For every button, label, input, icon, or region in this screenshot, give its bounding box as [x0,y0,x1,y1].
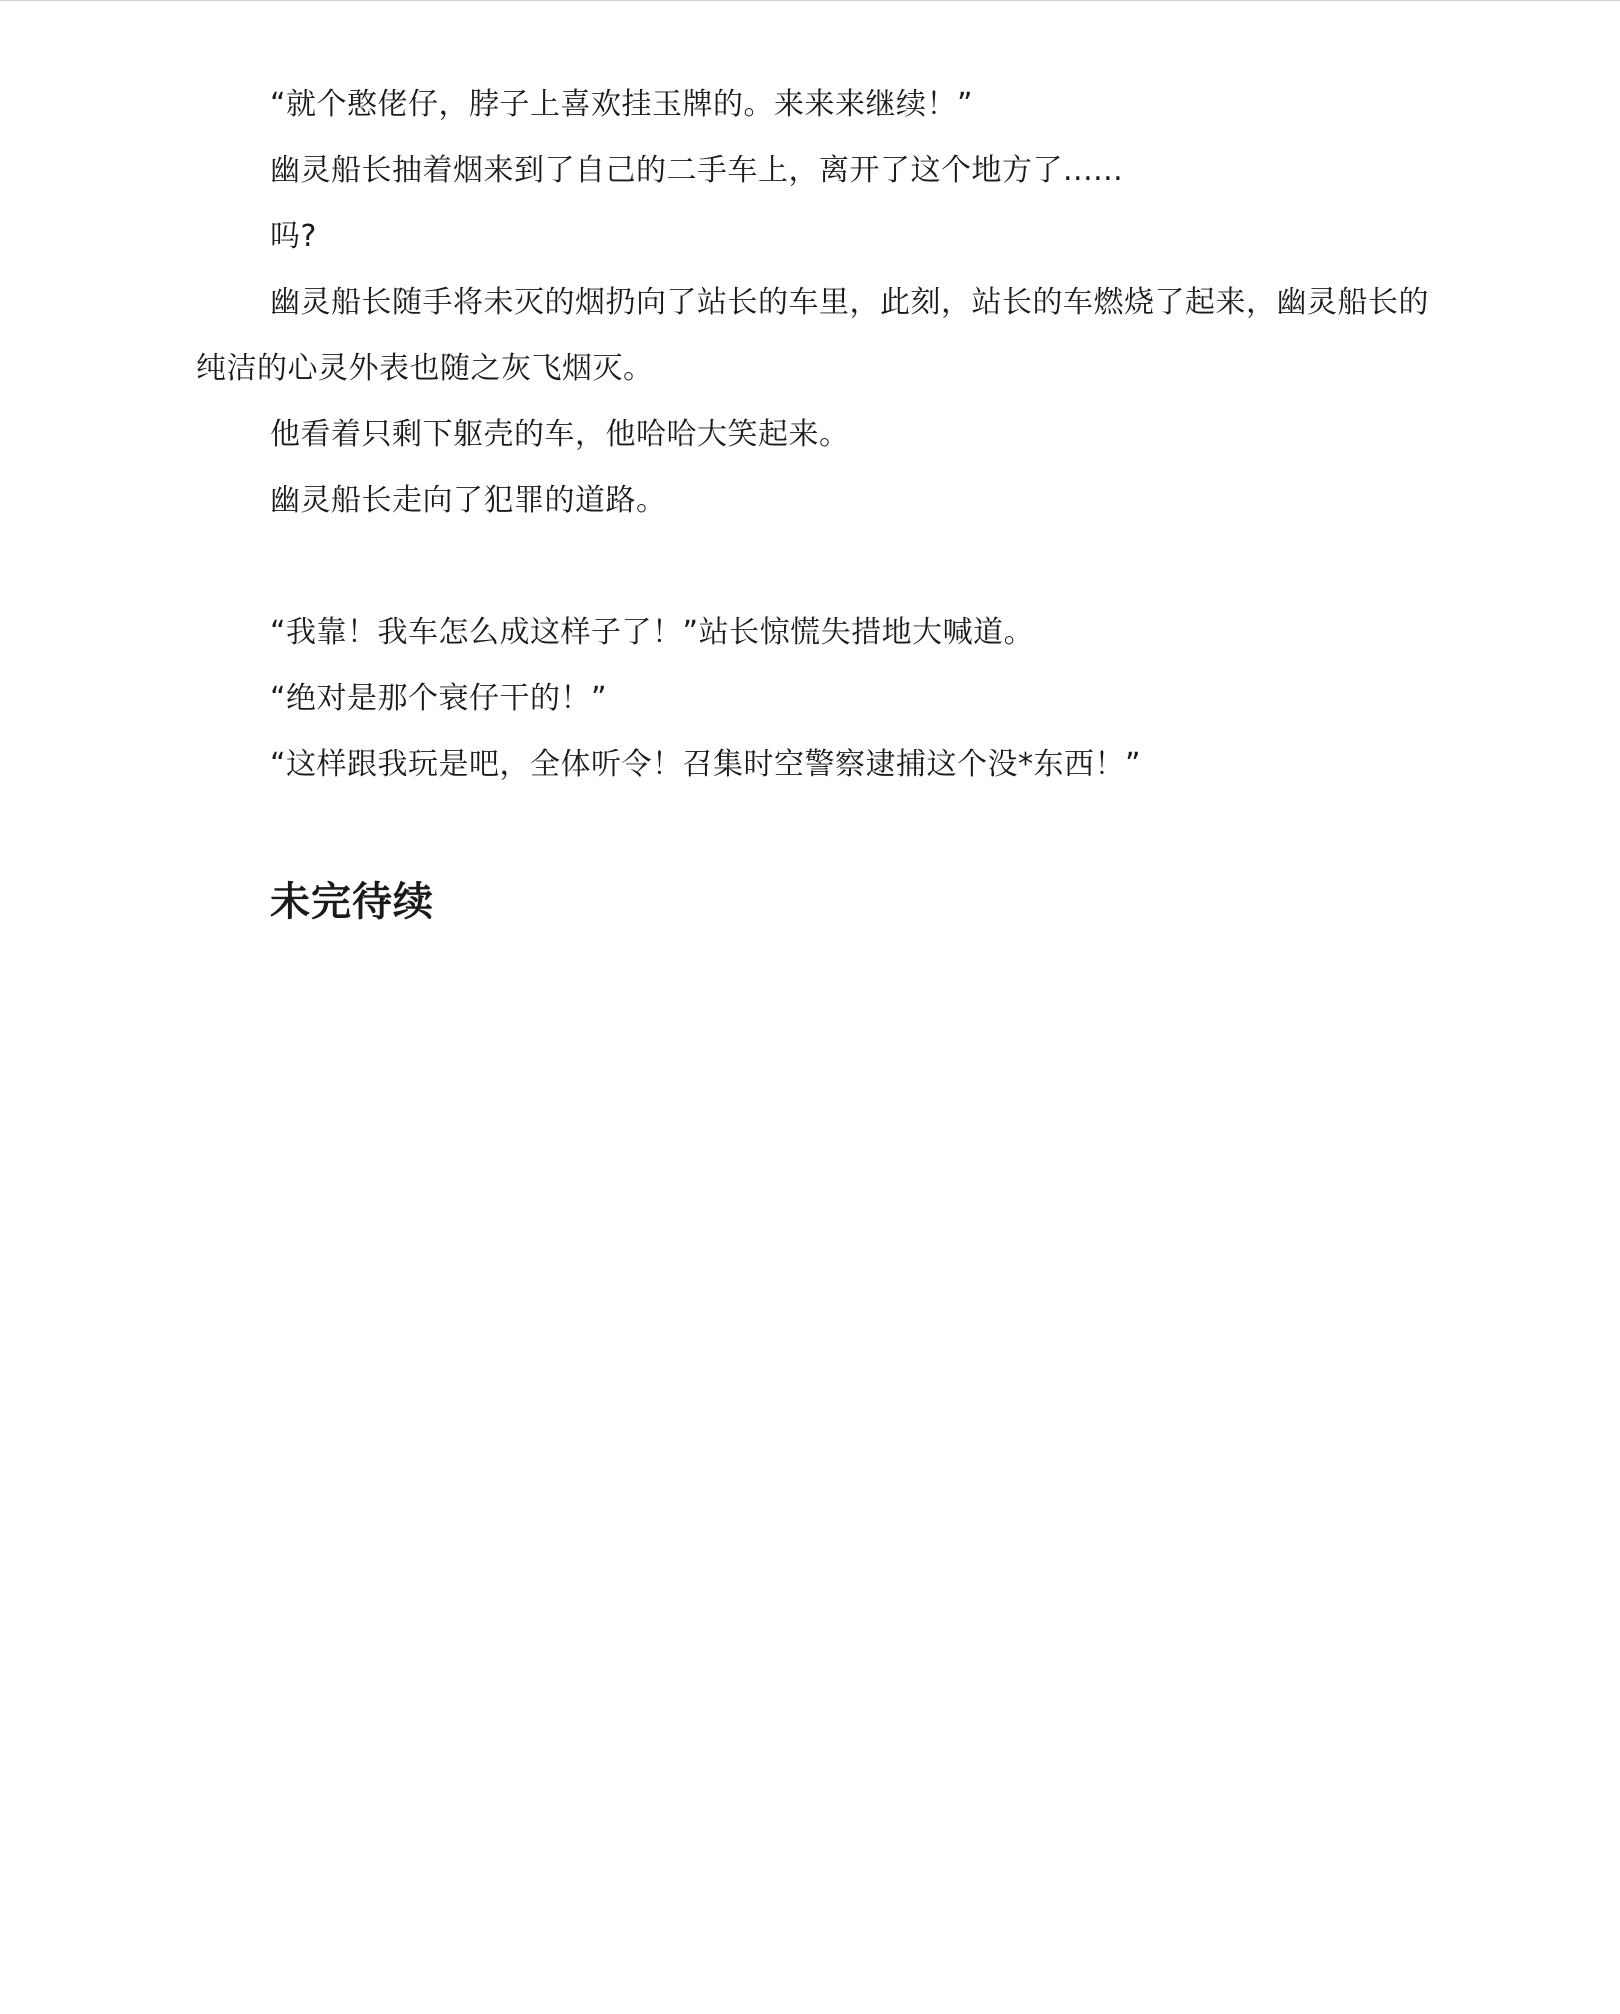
paragraph-2: 幽灵船长抽着烟来到了自己的二手车上，离开了这个地方了...... [270,153,1124,188]
paragraph-3: 吗? [270,219,317,254]
paragraph-4: 幽灵船长随手将未灭的烟扔向了站长的车里，此刻，站长的车燃烧了起来，幽灵船长的纯洁的心灵外表也随之灰飞烟灭。 [196,285,1429,386]
paragraph-1: “就个憨佬仔，脖子上喜欢挂玉牌的。来来来继续！” [270,87,974,122]
paragraph-5: 他看着只剩下躯壳的车，他哈哈大笑起来。 [270,417,850,452]
paragraph-9: “这样跟我玩是吧，全体听令！召集时空警察逮捕这个没*东西！” [270,747,1142,782]
paragraph-7: “我靠！我车怎么成这样子了！”站长惊慌失措地大喊道。 [270,615,1035,650]
paragraph-8: “绝对是那个衰仔干的！” [270,681,608,716]
paragraph-6: 幽灵船长走向了犯罪的道路。 [270,483,667,518]
closing-heading: 未完待续 [270,879,434,925]
